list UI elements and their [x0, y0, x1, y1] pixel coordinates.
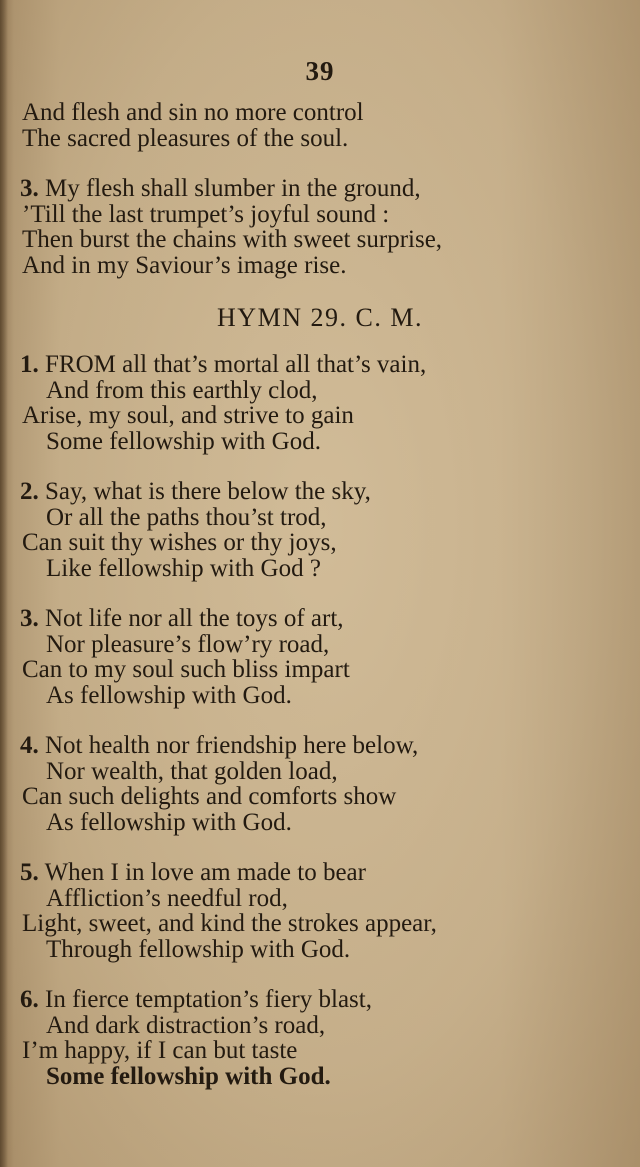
stanza-line: And from this earthly clod, — [46, 376, 318, 404]
stanza-line: As fellowship with God. — [46, 681, 292, 709]
stanza-line: I’m happy, if I can but taste — [22, 1037, 298, 1064]
verse-line: The sacred pleasures of the soul. — [22, 124, 349, 152]
stanza-line: Some fellowship with God. — [46, 427, 321, 455]
stanza-first-line — [0, 987, 640, 1013]
spacer — [0, 151, 640, 176]
stanza-1 — [0, 352, 640, 454]
stanza-line: Not life nor all the toys of art, — [45, 605, 344, 632]
stanza-number: 5. — [20, 859, 39, 886]
verse-first-line — [0, 176, 640, 202]
stanza-line: Nor pleasure’s flow’ry road, — [46, 630, 330, 658]
stanza-line: Like fellowship with God ? — [46, 554, 321, 582]
verse-number: 3. — [20, 175, 39, 202]
stanza-2 — [0, 479, 640, 581]
stanza-line: Affliction’s needful rod, — [46, 884, 288, 912]
stanza-5 — [0, 860, 640, 962]
spacer — [0, 454, 640, 479]
stanza-line: Nor wealth, that golden load, — [46, 757, 338, 785]
stanza-number: 6. — [20, 986, 39, 1013]
stanza-line: Through fellowship with God. — [46, 935, 351, 963]
hymn-title: HYMN 29. C. M. — [217, 303, 423, 332]
stanza-line: Or all the paths thou’st trod, — [46, 503, 327, 531]
stanza-line: When I in love am made to bear — [44, 859, 366, 886]
stanza-line: Can such delights and comforts show — [22, 783, 397, 810]
stanza-line: As fellowship with God. — [46, 808, 292, 836]
stanza-first-line — [0, 479, 640, 505]
verse-3 — [0, 176, 640, 278]
stanza-line: Say, what is there below the sky, — [45, 478, 371, 505]
stanza-line: And dark distraction’s road, — [46, 1011, 326, 1039]
continuation-verse — [0, 100, 640, 151]
stanza-line: Can suit thy wishes or thy joys, — [22, 529, 337, 556]
stanza-first-line — [0, 733, 640, 759]
spacer — [0, 581, 640, 606]
spacer — [0, 708, 640, 733]
verse-line: My flesh shall slumber in the ground, — [45, 175, 421, 202]
page-number: 39 — [305, 56, 335, 86]
stanza-3 — [0, 606, 640, 708]
page-text — [0, 100, 640, 1089]
stanza-first-line — [0, 860, 640, 886]
stanza-line: FROM all that’s mortal all that’s vain, — [45, 351, 427, 378]
stanza-line: Light, sweet, and kind the strokes appear, — [22, 910, 437, 937]
stanza-line: In fierce temptation’s fiery blast, — [45, 986, 372, 1013]
spacer — [0, 835, 640, 860]
stanza-number: 4. — [20, 732, 39, 759]
stanza-line: Can to my soul such bliss impart — [22, 656, 350, 683]
stanza-6 — [0, 987, 640, 1089]
spacer — [0, 962, 640, 987]
stanza-number: 2. — [20, 478, 39, 505]
stanza-first-line — [0, 352, 640, 378]
verse-line: And in my Saviour’s image rise. — [22, 251, 347, 279]
stanza-first-line — [0, 606, 640, 632]
verse-line: And flesh and sin no more control — [22, 99, 364, 126]
verse-line: Then burst the chains with sweet surprise, — [22, 226, 443, 253]
stanza-line: Some fellowship with God. — [46, 1062, 331, 1090]
stanza-line: Not health nor friendship here below, — [45, 732, 419, 759]
verse-line: ’Till the last trumpet’s joyful sound : — [22, 200, 390, 228]
stanza-number: 1. — [20, 351, 39, 378]
stanza-4 — [0, 733, 640, 835]
stanza-line: Arise, my soul, and strive to gain — [22, 402, 354, 429]
stanza-number: 3. — [20, 605, 39, 632]
